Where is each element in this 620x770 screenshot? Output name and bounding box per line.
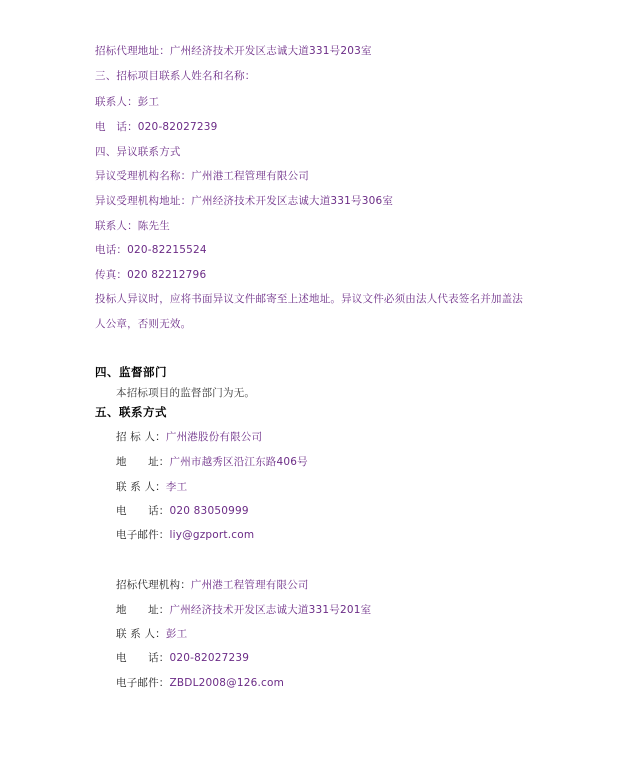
tenderer-label: 招 标 人： — [116, 431, 166, 443]
agency-phone-label: 电 话： — [116, 652, 170, 664]
agency-address-label: 地 址： — [116, 604, 170, 616]
contact-person-line: 联系人：彭工 — [95, 96, 160, 108]
agency-address-value: 广州经济技术开发区志诚大道331号201室 — [169, 604, 372, 616]
objection-org-name-line: 异议受理机构名称：广州港工程管理有限公司 — [95, 170, 309, 182]
email-value[interactable]: liy@gzport.com — [169, 529, 255, 541]
project-contact-title: 三、招标项目联系人姓名和名称： — [95, 70, 256, 82]
agency-contact-value: 彭工 — [165, 628, 188, 640]
agency-phone-row — [116, 651, 249, 665]
address-label: 地 址： — [116, 456, 170, 468]
agency-email-row — [116, 676, 284, 690]
agency-row — [116, 578, 309, 592]
address-row — [116, 455, 308, 469]
contact-section-title: 五、联系方式 — [95, 405, 167, 419]
contact-row — [116, 480, 187, 494]
agency-phone-value: 020-82027239 — [169, 652, 250, 664]
tenderer-value: 广州港股份有限公司 — [165, 431, 263, 443]
phone-value: 020 83050999 — [169, 505, 249, 517]
objection-notice-line-2: 人公章，否则无效。 — [95, 318, 192, 330]
tenderer-row — [116, 430, 262, 444]
supervision-title: 四、监督部门 — [95, 365, 167, 379]
objection-title: 四、异议联系方式 — [95, 146, 181, 158]
contact-label: 联 系 人： — [116, 481, 166, 493]
phone-row — [116, 504, 249, 518]
agency-address-row — [116, 603, 371, 617]
objection-fax-line: 传真：020 82212796 — [95, 269, 207, 281]
email-row — [116, 528, 254, 542]
contact-value: 李工 — [165, 481, 188, 493]
objection-org-address-line: 异议受理机构地址：广州经济技术开发区志诚大道331号306室 — [95, 195, 394, 207]
phone-line: 电 话：020-82027239 — [95, 121, 218, 133]
email-label: 电子邮件： — [116, 529, 170, 541]
agency-email-label: 电子邮件： — [116, 677, 170, 689]
agency-contact-label: 联 系 人： — [116, 628, 166, 640]
agency-contact-row — [116, 627, 187, 641]
supervision-text: 本招标项目的监督部门为无。 — [116, 387, 256, 399]
agency-label: 招标代理机构： — [116, 579, 191, 591]
objection-phone-line: 电话：020-82215524 — [95, 244, 207, 256]
phone-label: 电 话： — [116, 505, 170, 517]
objection-contact-line: 联系人：陈先生 — [95, 220, 170, 232]
agency-email-value[interactable]: ZBDL2008@126.com — [169, 677, 285, 689]
objection-notice-line-1: 投标人异议时，应将书面异议文件邮寄至上述地址。异议文件必须由法人代表签名并加盖法 — [95, 293, 523, 305]
agency-address-line: 招标代理地址：广州经济技术开发区志诚大道331号203室 — [95, 45, 372, 57]
agency-value: 广州港工程管理有限公司 — [190, 579, 309, 591]
address-value: 广州市越秀区沿江东路406号 — [169, 456, 308, 468]
